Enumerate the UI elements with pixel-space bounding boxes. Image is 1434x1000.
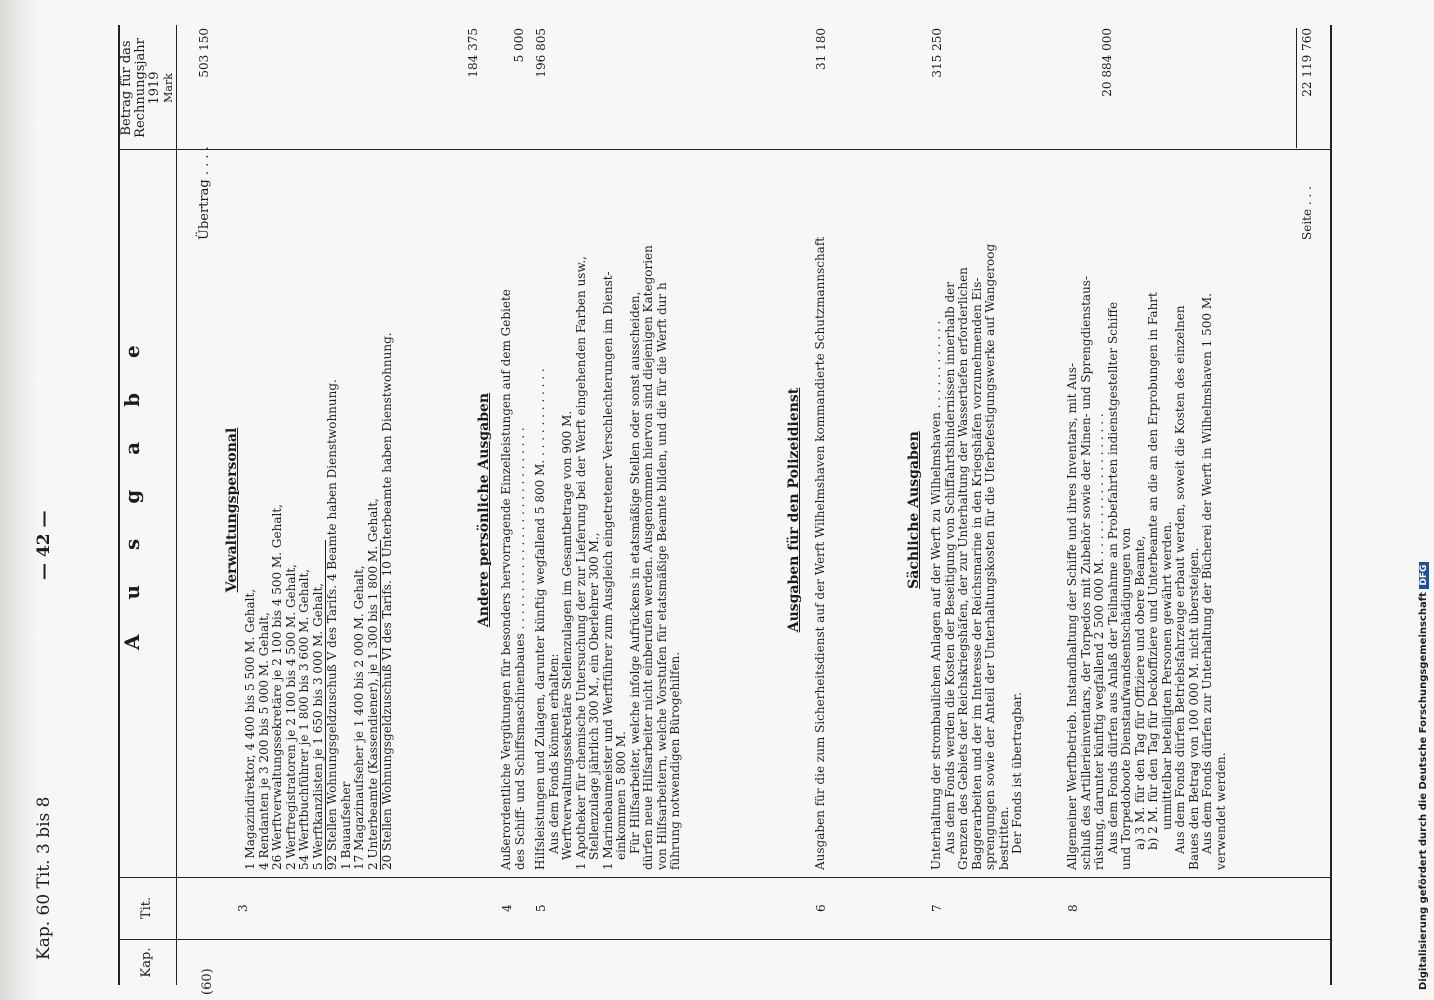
tit-8-line: verwendet werden. (1213, 752, 1228, 870)
tit-3-line: 1 Magazindirektor, 4 400 bis 5 500 M. Gehalt, (243, 588, 257, 870)
tit-5-line: von Hilfsarbeitern, welche Vorstufen für etatsmäßige Beamte bilden, und die für die Werft dur h (654, 282, 669, 870)
tit-8-line: und Torpedoboote Dienstaufwandsentschädigungen von (1119, 527, 1133, 870)
seite-amount: 22 119 760 (1300, 28, 1314, 97)
tit-5-number: 5 (534, 904, 548, 912)
tit-3-line: 20 Stellen Wohnungsgeldzuschuß VI des Tarifs. 10 Unterbeamte haben Dienstwohnung. (380, 332, 394, 870)
tit-5-line: Für Hilfsarbeiter, welche infolge Aufrückens in etatsmäßige Stellen oder sonst ausscheiden, (627, 291, 642, 854)
tit-4-number: 4 (500, 904, 514, 912)
tit-3-line: 5 Werftkanzlisten je 1 650 bis 3 000 M. Gehalt, (310, 582, 325, 870)
tit-3-line: 92 Stellen Wohnungsgeldzuschuß V des Tarifs. 4 Beamte haben Dienstwohnung. (325, 379, 339, 870)
tit-5-line: 1 Apotheker für chemische Untersuchung der zur Lieferung bei der Werft eingehenden Farben usw., (573, 256, 588, 870)
tit-7-line: Grenzen des Gebiets der Reichskriegshäfen, der zur Unterhaltung der Wassertiefen erforderlichen (956, 267, 970, 870)
dfg-note-text: Digitalisierung gefördert durch die Deutsche Forschungsgemeinschaft (1418, 592, 1429, 990)
tit-6-text (814, 237, 828, 870)
col-header-amount (120, 28, 176, 148)
tit-7-number: 7 (930, 904, 944, 912)
tit-7-amount: 315 250 (930, 28, 944, 78)
tit-5-line: 1 Marinebaumeister und Werftführer zum Ausgleich eingetretener Verschlechterungen im Dienst- (600, 271, 615, 870)
tit-4-line: Außerordentliche Vergütungen für besonders hervorragende Einzelleistungen auf dem Gebiete (499, 289, 513, 870)
table-bottom-rule (1330, 25, 1332, 985)
kap-number: (60) (200, 968, 215, 995)
tit-7-line: Unterhaltung der strombaulichen Anlagen auf der Werft zu Wilhelmshaven . . . . . . . . . . . . (929, 320, 943, 870)
amount-header-line-3: 1919 (147, 71, 162, 105)
page-number: — 42 — (34, 510, 54, 580)
col-rule-kap (118, 939, 1330, 940)
col-header-kap: Kap. (139, 947, 154, 978)
tit-3-number: 3 (236, 904, 250, 912)
tit-8-line: schluß des Artillerieinventars, der Torpedos mit Zubehör sowie der Minen- und Sprengdienstaus- (1078, 275, 1093, 870)
tit-7-line: sprengungen sowie der Anteil der Unterhaltungskosten für die Uferbefestigungswerke auf Wangeroog (983, 243, 997, 870)
header-bottom-rule (176, 25, 177, 985)
tit-5-text (534, 245, 683, 870)
tit-8-line: unmittelbar beteiligten Personen gewährt werden. (1159, 521, 1174, 830)
tit-5-line: einkommen 5 800 M. (614, 731, 628, 860)
tit-8-line: Aus dem Fonds dürfen zur Unterhaltung der Bücherei der Werft in Wilhelmshaven 1 500 M. (1200, 293, 1214, 854)
tit-8-amount: 20 884 000 (1100, 28, 1114, 97)
tit-5-line: Aus dem Fonds können erhalten: (546, 653, 561, 854)
tit-5-line: führung notwendigen Bürogehilfen. (668, 651, 682, 870)
tit-3-line: 4 Rendanten je 3 200 bis 5 000 M. Gehalt, (256, 612, 271, 870)
tit-5-amount: 196 805 (534, 28, 548, 78)
section-saechliche-ausgaben: Sächliche Ausgaben (906, 431, 922, 589)
tit-7-line: Der Fonds ist übertragbar. (1010, 692, 1024, 854)
tit-3-line: 2 Werftregistratoren je 2 100 bis 4 500 M. Gehalt, (283, 564, 298, 870)
tit-8-text (1066, 276, 1228, 870)
tit-7-text (930, 244, 1025, 870)
tit-3-line: 54 Werftbuchführer je 1 800 bis 3 600 M. Gehalt, (297, 568, 311, 870)
tit-8-line: b) 2 M. für den Tag für Deckoffiziere und Unterbeamte an die an den Erprobungen in Fahrt (1146, 292, 1160, 850)
section-andere-persoenliche-ausgaben: Andere persönliche Ausgaben (476, 392, 492, 628)
tit-8-line: Aus dem Fonds dürfen aus Anlaß der Teilnahme an Probefahrten indienstgestellter Schiffe (1105, 301, 1120, 854)
total-rule (1296, 28, 1297, 148)
section-verwaltungspersonal: Verwaltungspersonal (224, 427, 240, 593)
section-polizeidienst: Ausgaben für den Polizeidienst (786, 387, 802, 633)
tit-7-line: Aus dem Fonds werden die Kosten der Beseitigung von Schiffahrtshindernissen innerhalb der (942, 281, 957, 854)
header-kap-label: Kap. 60 Tit. 3 bis 8 (34, 796, 54, 960)
dfg-logo: DFG (1419, 562, 1429, 589)
tit-8-line: Allgemeiner Werftbetrieb. Instandhaltung der Schiffe und ihres Inventars, mit Aus- (1065, 362, 1079, 870)
tit-8-line: Baues den Betrag von 100 000 M. nicht übersteigen. (1186, 547, 1201, 870)
tit-5-line: dürfen neue Hilfsarbeiter nicht einberufen werden. Ausgenommen hiervon sind diejenigen Kategorien (641, 245, 655, 870)
tit-4-text (500, 289, 527, 870)
tit-3-line: 1 Bauaufseher (338, 781, 353, 870)
uebertrag-label: Übertrag . . . . (197, 146, 212, 240)
tit-5-line: Werftverwaltungssekretäre Stellenzulagen im Gesamtbetrage von 900 M. (560, 410, 574, 860)
tit-6-number: 6 (814, 904, 828, 912)
tit-8-line: a) 3 M. für den Tag für Offiziere und obere Beamte, (1132, 535, 1147, 850)
tit-3-line: 26 Werftverwaltungssekretäre je 2 100 bis 4 500 M. Gehalt, (270, 504, 284, 870)
tit-8-line: Aus dem Fonds dürfen Betriebsfahrzeuge erbaut werden, soweit die Kosten des einzelnen (1173, 305, 1187, 854)
tit-5-line: Hilfsleistungen und Zulagen, darunter künftig wegfallend 5 800 M. . . . . . . . . . . . . (533, 368, 547, 870)
tit-8-line: rüstung, darunter künftig wegfallend 2 500 000 M. . . . . . . . . . . . . . . . . . . . (1092, 413, 1106, 870)
uebertrag-amount: 503 150 (197, 28, 211, 78)
seite-label: Seite . . . (1300, 186, 1314, 240)
tit-3-line: 17 Magazinaufseher je 1 400 bis 2 000 M. Gehalt, (352, 565, 366, 870)
amount-header-line-2: Rechnungsjahr (133, 38, 148, 138)
amount-header-line-1: Betrag für das (119, 40, 134, 136)
tit-4-amount: 5 000 (512, 28, 526, 63)
tit-6-amount: 31 180 (814, 28, 828, 70)
tit-8-number: 8 (1066, 904, 1080, 912)
col-header-tit: Tit. (139, 896, 154, 920)
col-rule-tit (118, 877, 1330, 878)
amount-header-line-4: Mark (162, 73, 175, 103)
tit-3-line: 2 Unterbeamte (Kassendiener), je 1 300 bis 1 800 M. Gehalt, (365, 498, 380, 870)
tit-3-amount: 184 375 (466, 28, 480, 78)
tit-6-line: Ausgaben für die zum Sicherheitsdienst auf der Werft Wilhelmshaven kommandierte Schutzmannschaft (813, 236, 827, 870)
tit-7-line: Baggerarbeiten und der im Interesse der Reichsmarine in den Kriegshäfen vorzunehmenden Eis- (969, 277, 984, 870)
page-title: A u s g a b e (120, 331, 144, 650)
tit-3-text (243, 332, 395, 870)
dfg-side-note (1418, 30, 1434, 990)
col-rule-amount (118, 149, 1330, 150)
tit-5-line: Stellenzulage jährlich 300 M., ein Oberlehrer 300 M., (587, 532, 601, 860)
tit-7-line: bestritten. (996, 806, 1011, 870)
tit-4-line: des Schiff- und Schiffsmaschinenbaues . . . . . . . . . . . . . . . . . . . . . . . . . . . (512, 427, 527, 870)
